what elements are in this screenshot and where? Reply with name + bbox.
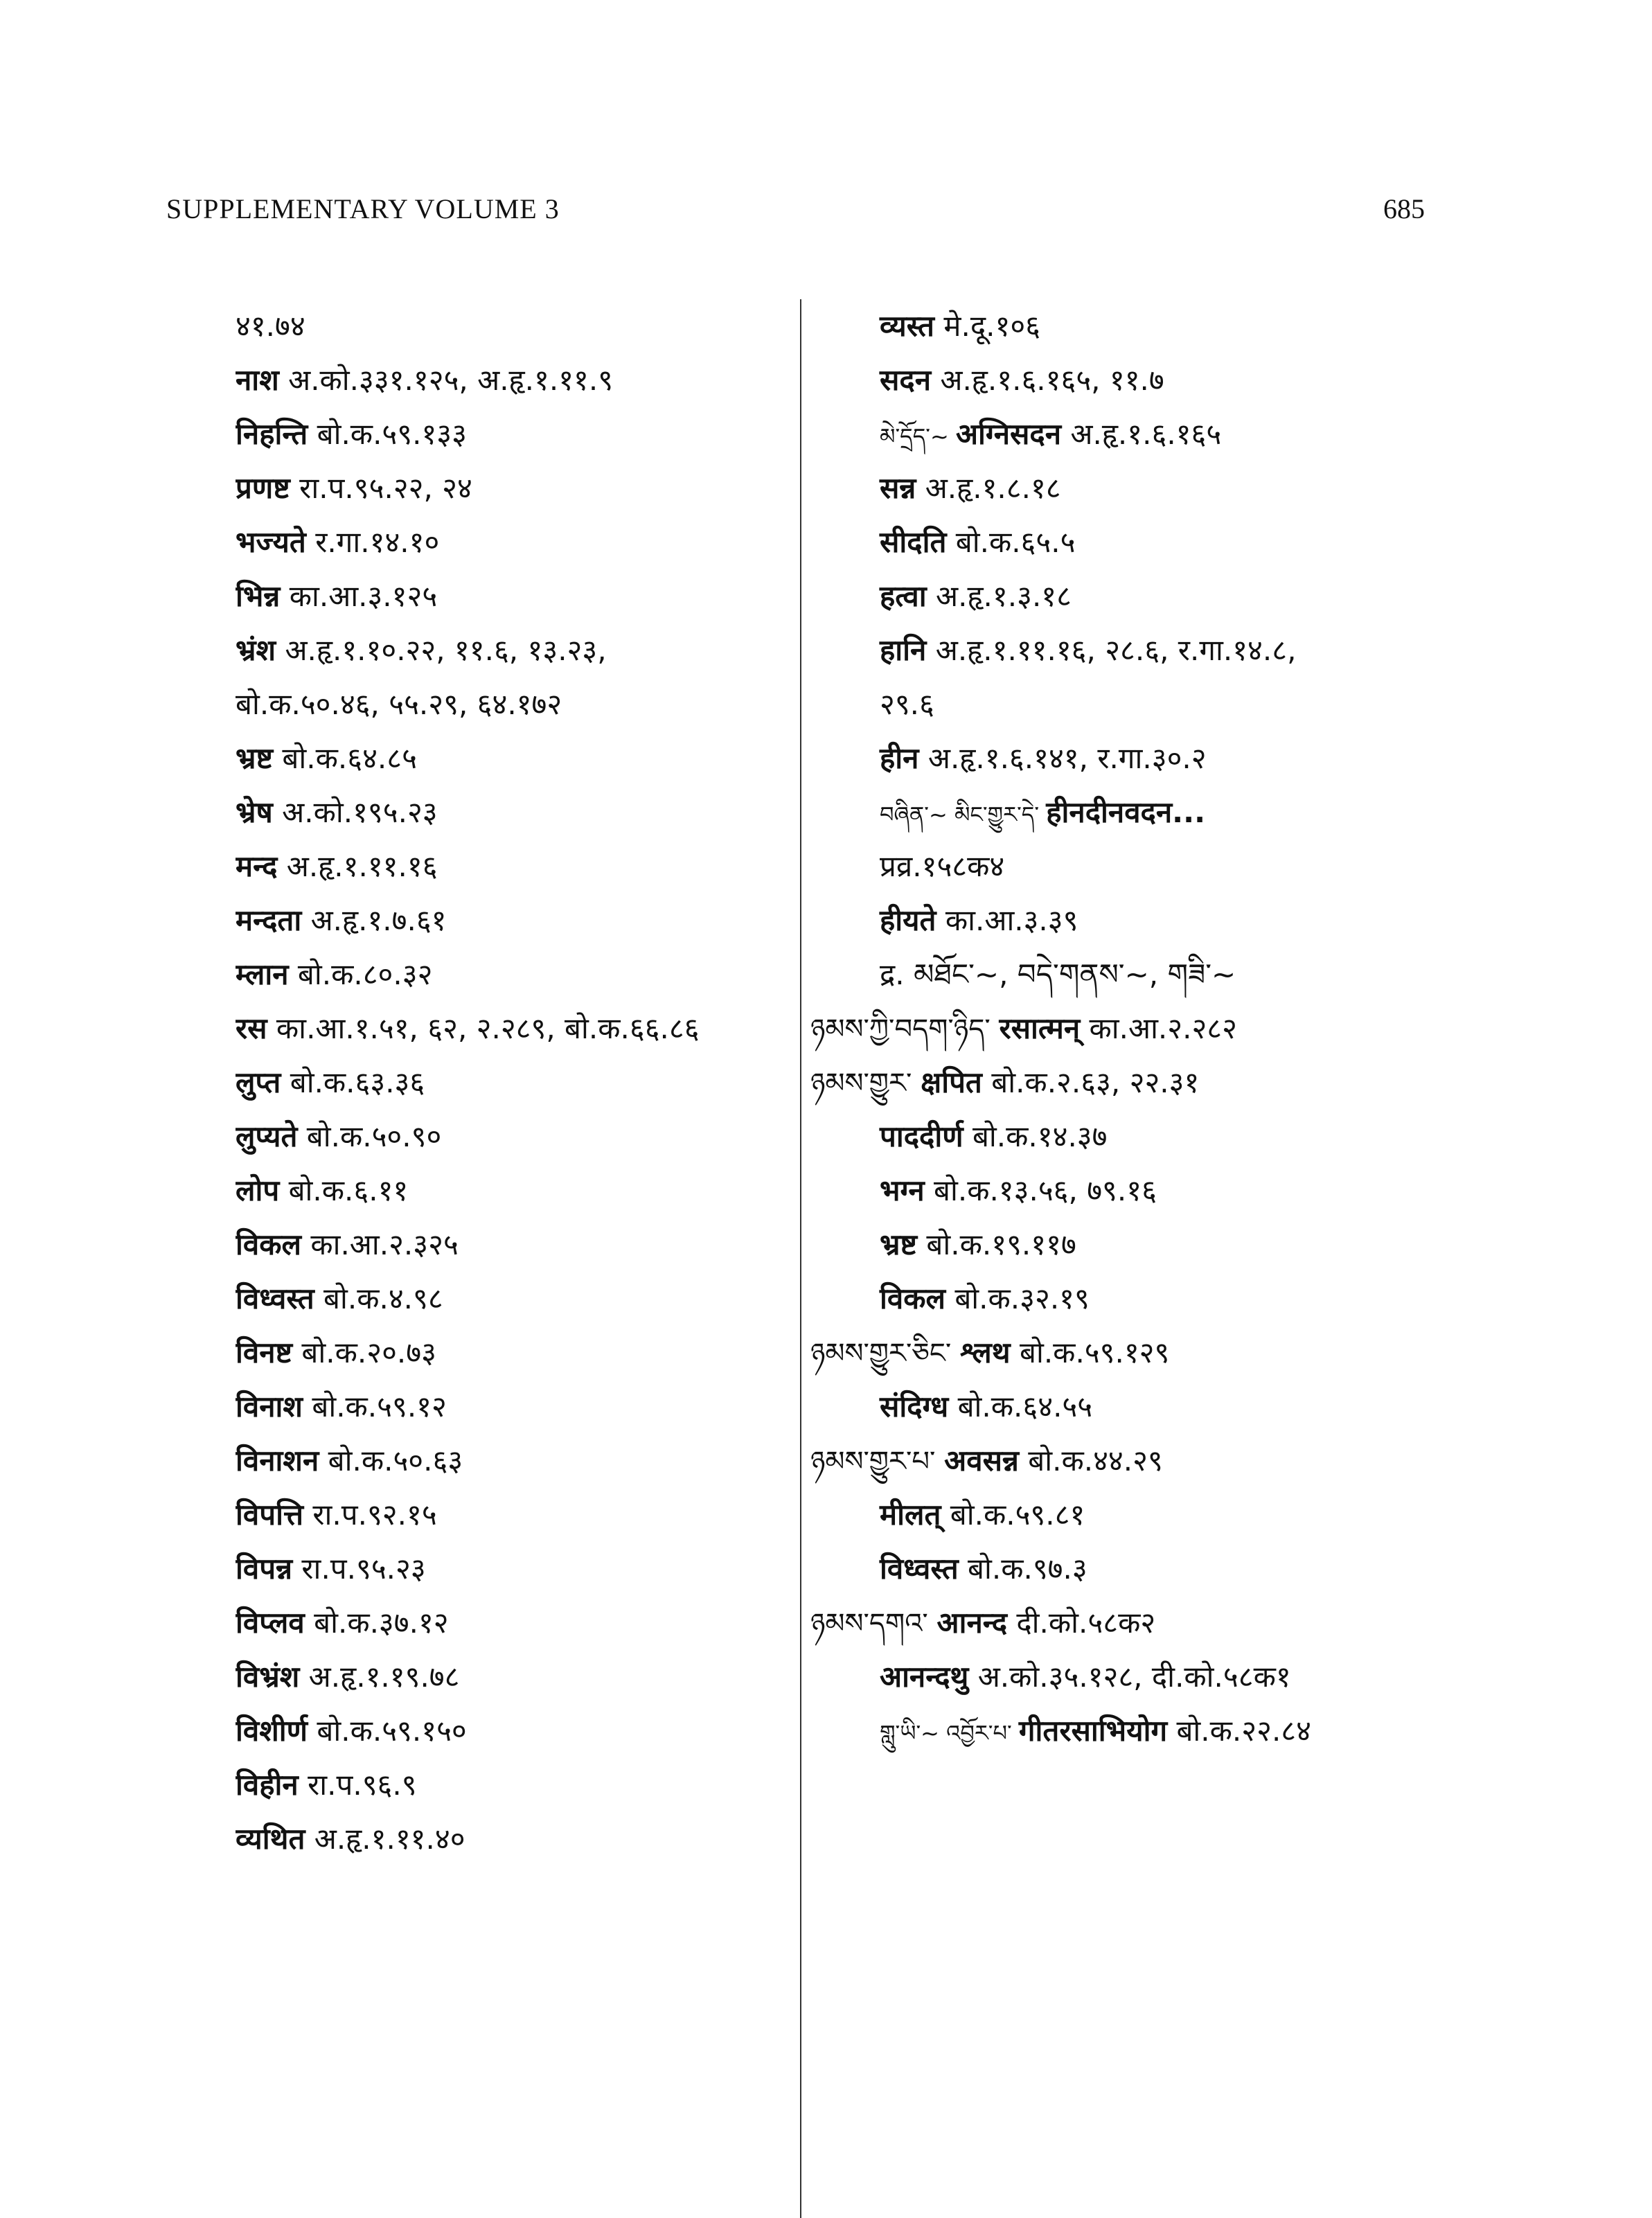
headword: भ्रष्ट <box>236 741 274 775</box>
reference: र.गा.१४.१० <box>305 525 440 559</box>
entry <box>236 786 790 840</box>
headword: निहन्ति <box>236 417 308 451</box>
reference: बो.क.५९.१२ <box>302 1390 447 1423</box>
reference: अ.हृ.१.१०.२२, ११.६, १३.२३, <box>276 633 607 667</box>
tibetan-term: གླུ་ཡི་~ འབྱོར་པ་ <box>880 1720 1019 1746</box>
reference: अ.हृ.१.११.१६ <box>277 849 438 883</box>
entry <box>810 677 1434 731</box>
headword: अग्निसदन <box>955 417 1062 451</box>
headword: मन्दता <box>236 903 302 937</box>
entry <box>810 1596 1434 1650</box>
reference: बो.क.६.११ <box>279 1173 409 1207</box>
reference: बो.क.६३.३६ <box>281 1065 425 1099</box>
entry <box>236 1056 790 1110</box>
headword: विध्वस्त <box>880 1552 959 1586</box>
reference: अ.हृ.१.७.६१ <box>301 903 447 937</box>
reference: बो.क.६४.५५ <box>948 1390 1093 1423</box>
headword: हीयते <box>880 903 936 937</box>
entry <box>236 1704 790 1758</box>
headword: व्यस्त <box>880 309 935 343</box>
reference: बो.क.६५.५ <box>946 525 1076 559</box>
entry <box>236 1218 790 1272</box>
headword: रस <box>236 1011 267 1045</box>
reference: रा.प.९२.१५ <box>303 1498 437 1532</box>
headword: श्लथ <box>960 1336 1011 1369</box>
headword: मीलत् <box>880 1498 941 1532</box>
headword: विनाशन <box>236 1444 319 1478</box>
reference: अ.हृ.१.६.१६५, ११.७ <box>931 363 1164 397</box>
headword: मन्द <box>236 849 278 883</box>
headword: विहीन <box>236 1768 299 1802</box>
headword: रसात्मन् <box>999 1011 1081 1045</box>
headword: प्रणष्ट <box>236 471 290 505</box>
reference: अ.हृ.१.८.१८ <box>916 471 1061 505</box>
headword: विपन्न <box>236 1552 293 1586</box>
reference: बो.क.५०.९० <box>297 1119 442 1153</box>
entry <box>236 948 790 1002</box>
entry <box>236 1596 790 1650</box>
entry <box>236 1326 790 1380</box>
entry <box>236 1434 790 1488</box>
entry <box>236 1380 790 1434</box>
headword: भ्रष्ट <box>880 1227 918 1261</box>
reference: बो.क.३७.१२ <box>304 1606 449 1640</box>
tibetan-term: ཉམས་ཀྱི་བདག་ཉིད་ <box>810 1013 1000 1045</box>
reference: का.आ.३.३९ <box>936 903 1078 937</box>
entry <box>236 407 790 461</box>
entry <box>236 1110 790 1164</box>
running-head: SUPPLEMENTARY VOLUME 3 <box>166 193 560 224</box>
reference: बो.क.४.९८ <box>314 1281 443 1315</box>
entry <box>810 1164 1434 1218</box>
entry <box>810 1434 1434 1488</box>
tibetan-term: བཞིན་~ མིང་གྱུར་དེ་ <box>880 801 1047 828</box>
headword: सन्न <box>880 471 916 505</box>
entry <box>236 569 790 623</box>
reference: रा.प.९५.२३ <box>292 1552 426 1586</box>
headword: संदिग्ध <box>880 1390 949 1423</box>
entry <box>236 1488 790 1542</box>
headword: आनन्द <box>936 1606 1008 1640</box>
entry <box>810 1110 1434 1164</box>
reference: बो.क.२०.७३ <box>292 1336 436 1369</box>
entry <box>236 515 790 569</box>
headword: पाददीर्ण <box>880 1119 963 1153</box>
entry <box>810 407 1434 461</box>
headword: विपत्ति <box>236 1498 303 1532</box>
tibetan-term: མེ་དྲོད་~ <box>880 423 956 450</box>
headword: लुप्यते <box>236 1119 298 1153</box>
entry <box>236 353 790 407</box>
reference: बो.क.५९.१३३ <box>308 417 467 451</box>
reference: बो.क.२.६३, २२.३१ <box>982 1065 1200 1099</box>
reference: ४१.७४ <box>236 309 305 343</box>
entry <box>236 840 790 894</box>
reference: अ.हृ.१.६.१६५ <box>1061 417 1222 451</box>
entry <box>810 623 1434 677</box>
headword: विकल <box>236 1227 301 1261</box>
headword: व्यथित <box>236 1822 305 1856</box>
reference: रा.प.९५.२२, २४ <box>290 471 472 505</box>
entry <box>810 515 1434 569</box>
headword: विभ्रंश <box>236 1660 300 1694</box>
reference: बो.क.५९.८१ <box>941 1498 1085 1532</box>
headword: सीदति <box>880 525 947 559</box>
headword: हत्वा <box>880 579 927 613</box>
headword: सदन <box>880 363 932 397</box>
entry <box>810 1542 1434 1596</box>
reference: बो.क.२२.८४ <box>1167 1714 1311 1748</box>
headword: अवसन्न <box>944 1444 1019 1478</box>
headword: लोप <box>236 1173 280 1207</box>
entry <box>236 623 790 677</box>
reference: अ.को.३५.१२८, दी.को.५८क१ <box>968 1660 1291 1694</box>
entry <box>810 1488 1434 1542</box>
page-number: 685 <box>1383 193 1425 224</box>
headword: हीनदीनवदन... <box>1046 795 1206 829</box>
reference: का.आ.२.३२५ <box>301 1227 459 1261</box>
tibetan-term: ཉམས་གྱུར་པ་ <box>810 1446 945 1478</box>
entry <box>810 1650 1434 1704</box>
entry <box>236 461 790 515</box>
reference: अ.हृ.१.३.१८ <box>926 579 1072 613</box>
entry <box>810 569 1434 623</box>
reference: बो.क.६४.८५ <box>273 741 417 775</box>
headword: गीतरसाभियोग <box>1018 1714 1168 1748</box>
reference: बो.क.५९.१२९ <box>1010 1336 1170 1369</box>
headword: भग्न <box>880 1173 925 1207</box>
entry <box>236 731 790 786</box>
entry <box>810 299 1434 353</box>
headword: नाश <box>236 363 279 397</box>
reference: बो.क.९७.३ <box>958 1552 1087 1586</box>
reference: २९.६ <box>880 687 934 721</box>
reference: बो.क.३२.१९ <box>945 1281 1090 1315</box>
entry <box>236 1164 790 1218</box>
entry <box>810 894 1434 948</box>
headword: म्लान <box>236 957 289 991</box>
headword: लुप्त <box>236 1065 281 1099</box>
entry <box>810 461 1434 515</box>
reference: अ.हृ.१.११.१६, २८.६, र.गा.१४.८, <box>926 633 1297 667</box>
headword: हानि <box>880 633 927 667</box>
headword: भ्रेष <box>236 795 273 829</box>
entry <box>236 677 790 731</box>
tibetan-term: ཉམས་གྱུར་ <box>810 1067 921 1099</box>
entry <box>810 786 1434 840</box>
entry <box>236 1650 790 1704</box>
entry <box>236 1542 790 1596</box>
headword: भिन्न <box>236 579 281 613</box>
entry <box>810 1326 1434 1380</box>
headword: विशीर्ण <box>236 1714 308 1748</box>
column-divider <box>800 299 801 2218</box>
reference: द्र. མཐོང་~, བདེ་གནས་~, གཟི་~ <box>880 957 1236 991</box>
headword: विनष्ट <box>236 1336 293 1369</box>
reference: रा.प.९६.९ <box>298 1768 417 1802</box>
headword: विनाश <box>236 1390 303 1423</box>
entry <box>236 1002 790 1056</box>
reference: बो.क.५०.६३ <box>319 1444 463 1478</box>
reference: बो.क.१९.११७ <box>917 1227 1076 1261</box>
reference: बो.क.१३.५६, ७९.१६ <box>924 1173 1157 1207</box>
reference: अ.को.१९५.२३ <box>272 795 438 829</box>
entry <box>236 1758 790 1812</box>
tibetan-term: ཉམས་དགའ་ <box>810 1608 937 1640</box>
entry <box>810 353 1434 407</box>
entry <box>810 840 1434 894</box>
reference: मे.दू.१०६ <box>934 309 1041 343</box>
reference: अ.को.३३१.१२५, अ.हृ.१.११.९ <box>278 363 614 397</box>
entry <box>236 1272 790 1326</box>
reference: का.आ.१.५१, ६२, २.२८९, बो.क.६६.८६ <box>267 1011 700 1045</box>
right-column <box>810 299 1434 1758</box>
entry <box>810 1218 1434 1272</box>
headword: विध्वस्त <box>236 1281 314 1315</box>
reference: अ.हृ.१.११.४० <box>305 1822 465 1856</box>
reference: का.आ.३.१२५ <box>280 579 438 613</box>
headword: विप्लव <box>236 1606 305 1640</box>
entry <box>236 299 790 353</box>
entry <box>810 731 1434 786</box>
reference: का.आ.२.२८२ <box>1080 1011 1237 1045</box>
entry <box>810 948 1434 1002</box>
left-column <box>236 299 790 1866</box>
headword: भ्रंश <box>236 633 276 667</box>
reference: बो.क.८०.३२ <box>288 957 433 991</box>
entry <box>236 1812 790 1866</box>
reference: बो.क.५९.१५० <box>308 1714 467 1748</box>
entry <box>810 1704 1434 1758</box>
headword: हीन <box>880 741 919 775</box>
headword: क्षपित <box>921 1065 982 1099</box>
headword: आनन्दथु <box>880 1660 969 1694</box>
headword: भज्यते <box>236 525 306 559</box>
headword: विकल <box>880 1281 945 1315</box>
entry <box>810 1002 1434 1056</box>
reference: अ.हृ.१.१९.७८ <box>299 1660 460 1694</box>
tibetan-term: ཉམས་གྱུར་ཅིང་ <box>810 1338 960 1369</box>
reference: दी.को.५८क२ <box>1007 1606 1156 1640</box>
reference: बो.क.१४.३७ <box>963 1119 1108 1153</box>
reference: अ.हृ.१.६.१४१, र.गा.३०.२ <box>918 741 1207 775</box>
reference: बो.क.५०.४६, ५५.२९, ६४.१७२ <box>236 687 562 721</box>
reference: बो.क.४४.२९ <box>1018 1444 1163 1478</box>
entry <box>236 894 790 948</box>
entry <box>810 1056 1434 1110</box>
entry <box>810 1272 1434 1326</box>
entry <box>810 1380 1434 1434</box>
reference: प्रव्र.१५८क४ <box>880 849 1005 883</box>
